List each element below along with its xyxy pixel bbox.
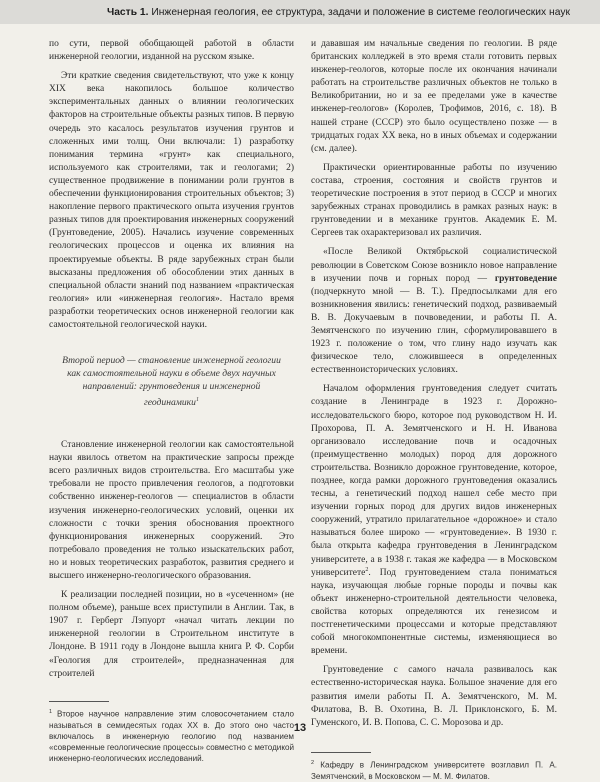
chapter-title: Инженерная геология, ее структура, задачи и положение в системе геологических наук <box>148 6 570 18</box>
left-paragraph-4: К реализации последней позиции, но в «усеченном» (не полном объеме), раньше всех приступили в Англии. Так, в 1907 г. Герберт Лэпуорт «начал читать лекции по инженерной геологии в Строительном институте в Лондоне. В 1911 году в Лондоне вышла книга Р. Ф. Сорби «Геология для строителей», предназначенная для строителей <box>49 590 294 679</box>
right-paragraph-5: Грунтоведение с самого начала развивалось как естественно-историческая наука. Большое значение для его развития имели работы П. А. Земятченского, М. М. Филатова, В. В. Охотина, В. Л. Приклонского, Б. М. Гуменского, И. В. Попова, С. С. Морозова и др. <box>311 665 557 728</box>
page-number: 13 <box>293 722 307 734</box>
right-paragraph-1: и дававшая им начальные сведения по геологии. В ряде британских колледжей в это время стали готовить первых инженер-геологов, которые после их окончания начинали работать на строительстве различных объектов не только в Великобритании, но и за ее пределами уже в качестве инженер-геологов» (Королев, Трофимов, 2016, с. 18). В нашей стране (СССР) это было осуществлено позже — в тридцатых годах XX века, но в иных объемах и содержании (см. далее). <box>311 39 557 154</box>
callout-footnote-ref: 1 <box>195 396 199 403</box>
callout-text: Второй период — становление инженерной геологии как самостоятельной науки в объеме двух научных направлений: грунтоведения и инженерной геодинамики <box>62 355 281 408</box>
part-label: Часть 1. <box>106 6 149 18</box>
footnote-2-mark: 2 <box>311 759 315 766</box>
footnote-2 <box>311 758 557 782</box>
quote-part-b: (подчеркнуто мной — В. Т.). Предпосылками для его возникновения явились: генетический подход, развиваемый В. В. Докучаевым в почвоведении, и работы П. А. Земятченского по изучению глин, сформулировавшего в 1923 г. положение о том, что глину надо изучать как физическое тело, сложившееся в определенных естественноисторических условиях. <box>311 286 557 376</box>
running-header <box>0 0 600 24</box>
quote-part-a: «После Великой Октябрьской социалистической революции в Советском Союзе возникло новое направление в изучении почв и горных пород — <box>311 247 557 284</box>
left-column <box>49 38 294 764</box>
right-paragraph-2: Практически ориентированные работы по изучению состава, строения, состояния и свойств грунтов и теоретические построения в этот период в СССР и многих зарубежных странах проводились в рамках разных наук: в грунтоведении и в механике грунтов. Академик Е. М. Сергеев так охарактеризовал их различия. <box>311 162 557 239</box>
right-column <box>311 38 557 782</box>
footnote-2-text: Кафедру в Ленинградском университете возглавил П. А. Земятченский, в Московском — М. М. Филатов. <box>311 760 557 781</box>
section-callout <box>57 354 286 409</box>
footnote-1-mark: 1 <box>49 708 53 715</box>
term-gruntovedenie: грунтоведение <box>494 273 557 284</box>
left-paragraph-1: по сути, первой обобщающей работой в области инженерной геологии, изданной на русском языке. <box>49 39 294 63</box>
right-paragraph-4 <box>311 383 557 658</box>
history-part-b: . Под грунтоведением стала пониматься наука, изучающая любые горные породы и почвы как объект инженерно-строительной деятельности человека, свойства которых определяются их генезисом и постгенетическими процессами и которые представляют собой многокомпонентные системы, изменяющиеся во времени. <box>311 567 557 657</box>
footnote-1 <box>49 707 294 765</box>
left-paragraph-3: Становление инженерной геологии как самостоятельной науки явилось ответом на практические запросы прежде всего различных видов строительства. Его масштабы уже требовали не просто привлечения геологов, а подготовки собственно инженер-геологов — специалистов в области изучения инженерно-геологических условий, оценки их сложности с точки зрения обоснования проектного функционирования инженерных сооружений. Это потребовало проведения не только изыскательских работ, но и новых теоретических разработок, развития среднего и высшего инженерно-геологического образования. <box>49 440 294 581</box>
footnote-divider <box>49 701 109 702</box>
right-paragraph-3 <box>311 246 557 377</box>
footnote-1-text: Второе научное направление этим словосочетанием стало называться в семидесятых годах XX в. До этого оно часто включалось в инженерную геологию под названием «современные геологические процессы» совместно с методикой инженерно-геологических исследований. <box>49 709 294 764</box>
running-header-text <box>107 7 570 18</box>
footnote-divider-right <box>311 752 371 753</box>
left-paragraph-2: Эти краткие сведения свидетельствуют, что уже к концу XIX века накопилось большое количество экспериментальных данных о влиянии геологических факторов на строительные объекты разных типов. В первую очередь это касалось результатов изучения грунтов и сложенных ими толщ. Они включали: 1) разработку понимания термина «грунт» как специального, используемого как строителями, так и геологами; 2) существенное продвижение в понимании роли грунтов в обеспечении функционирования строительных объектов; 3) накопление первого практического опыта изучения грунтов разных типов для проектирования инженерных сооружений (Грунтоведение, 2005). Начались изучение современных геологических процессов и оценка их влияния на проектируемые объекты. В ряде зарубежных стран были высказаны предложения об обособлении этих данных в специальной области знаний под названием «практическая геология» или «инженерная геология». Настало время разработки теоретических основ инженерной геологии как самостоятельной геологической науки. <box>49 71 294 330</box>
footnote-2-ref: 2 <box>365 566 369 573</box>
history-part-a: Началом оформления грунтоведения следует считать создание в Ленинграде в 1923 г. Дорожно-исследовательского бюро, которое под руководством Н. И. Прохорова, П. А. Земятченского и Н. Н. Иванова организовало исследование почв и осадочных (преимущественно молодых) пород для дорожного строительства. Возникло дорожное грунтоведение, которое, позднее, когда рамки дорожного грунтоведения оказались тесны, а генетический подход нашел себе место при изучении горных пород для других видов инженерных сооружений, утратило прилагательное «дорожное» и стало называться более широко — «грунтоведение». В 1930 г. была открыта кафедра грунтоведения в Ленинградском университете, а в 1938 г. такая же кафедра — в Московском университете <box>311 384 557 578</box>
